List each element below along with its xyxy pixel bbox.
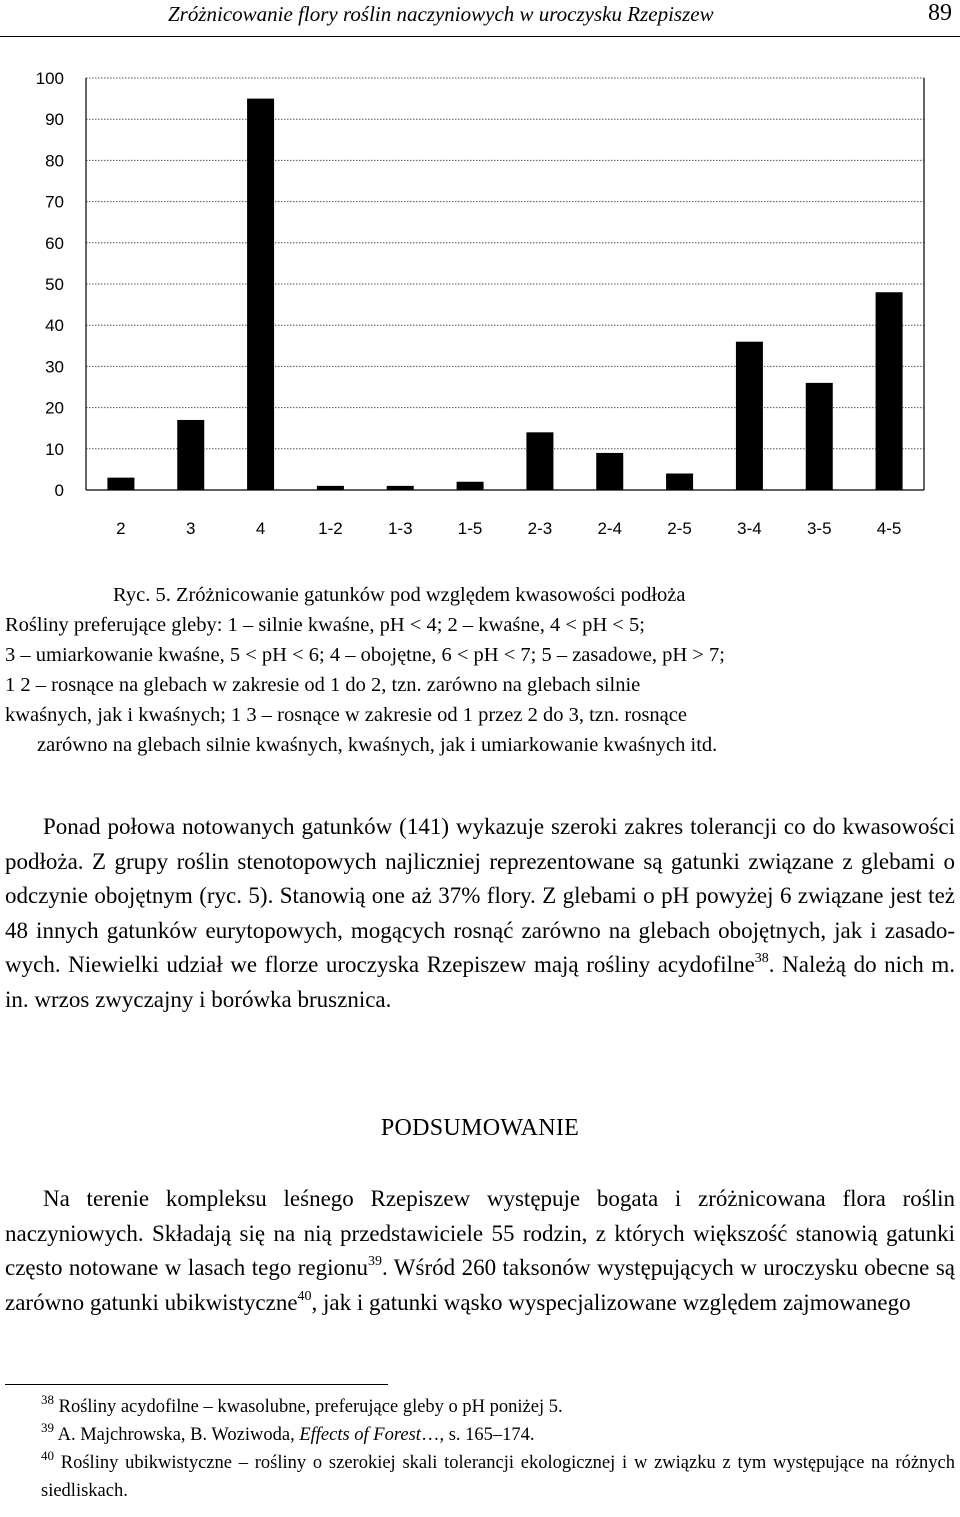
footnote-ref-40: 40 [297, 1288, 312, 1304]
bar-4 [247, 99, 274, 490]
chart-bars [107, 99, 902, 490]
y-tick-label: 0 [54, 481, 64, 500]
footnote-number: 40 [41, 1448, 54, 1463]
bar-2-4 [596, 453, 623, 490]
footnote-separator [5, 1384, 388, 1385]
footnote-39 [5, 1421, 955, 1449]
y-tick-label: 60 [45, 233, 64, 253]
footnotes [5, 1393, 955, 1505]
acidity-bar-chart [0, 40, 960, 550]
body-paragraph-2 [5, 1182, 955, 1320]
x-tick-label: 1-5 [457, 519, 483, 538]
figure-caption-title: Ryc. 5. Zróżnicowanie gatunków pod względem kwasowości podłoża [113, 584, 686, 606]
figure-caption-line: kwaśnych, jak i kwaśnych; 1 3 – rosnące w zakresie od 1 przez 2 do 3, tzn. rosnące [5, 704, 687, 726]
figure-caption-line: zarówno na glebach silnie kwaśnych, kwaśnych, jak i umiarkowanie kwaśnych itd. [37, 734, 718, 756]
x-tick-label: 3-4 [737, 519, 762, 538]
chart-y-ticks [36, 69, 64, 500]
bar-2-5 [666, 474, 693, 490]
figure-caption [5, 580, 955, 760]
bar-2 [107, 478, 134, 490]
x-tick-label: 2-4 [597, 519, 623, 538]
body-paragraph-1 [5, 810, 955, 1017]
x-tick-label: 1-3 [387, 519, 413, 538]
y-tick-label: 70 [45, 192, 64, 212]
x-tick-label: 4 [255, 519, 266, 538]
paragraph-text: Ponad połowa notowanych gatunków (141) wykazuje szeroki zakres tolerancji co do kwasowości podłoża. Z grupy roślin stenotopowych najliczniej reprezentowane są gatunki związane z glebami o odczynie obojętnym (ryc. 5). Stanowią one aż 37% flory. Z glebami o pH powyżej 6 związane jest też 48 innych gatunków eurytopowych, mogących rosnąć zarówno na glebach obojętnych, jak i zasadowych. Niewielki udział we florze uroczyska Rzepiszew mają rośliny acydofilne [5, 814, 955, 977]
bar-1-5 [457, 482, 484, 490]
paragraph-text: . Należą do nich m. in. wrzos zwyczajny i borówka brusznica. [5, 952, 956, 1012]
footnote-italic-title: Effects of Forest [299, 1425, 421, 1445]
figure-caption-line: 1 2 – rosnące na glebach w zakresie od 1 do 2, tzn. zarówno na glebach silnie [5, 674, 641, 696]
y-tick-label: 80 [45, 151, 64, 171]
bar-1-2 [317, 486, 344, 490]
bar-2-3 [526, 432, 553, 490]
x-tick-label: 3 [186, 519, 196, 538]
footnote-40 [5, 1449, 955, 1505]
footnote-ref-39: 39 [368, 1254, 383, 1269]
paragraph-text: , jak i gatunki wąsko wyspecjalizowane względem zajmowanego [311, 1289, 911, 1315]
y-tick-label: 90 [45, 110, 64, 130]
page-number: 89 [928, 0, 952, 26]
running-header [0, 0, 960, 37]
bar-3 [177, 420, 204, 490]
footnote-text: A. Majchrowska, B. Woziwoda, [57, 1425, 300, 1445]
x-tick-label: 3-5 [806, 519, 832, 538]
footnote-text: Rośliny ubikwistyczne – rośliny o szerokiej skali tolerancji ekologicznej i w związku z tym występujące na różnych siedliskach. [41, 1453, 955, 1501]
bar-3-5 [806, 383, 833, 490]
y-tick-label: 100 [35, 69, 64, 88]
y-tick-label: 30 [45, 357, 64, 377]
bar-4-5 [876, 292, 903, 490]
y-tick-label: 20 [45, 398, 64, 418]
chart-x-ticks [116, 519, 901, 538]
x-tick-label: 4-5 [876, 519, 902, 538]
footnote-number: 38 [41, 1392, 54, 1407]
x-tick-label: 1-2 [318, 519, 343, 538]
running-title: Zróżnicowanie flory roślin naczyniowych w uroczysku Rzepiszew [168, 2, 714, 26]
x-tick-label: 2-5 [667, 519, 692, 538]
chart-gridlines [86, 78, 924, 449]
figure-caption-line: Rośliny preferujące gleby: 1 – silnie kwaśne, pH < 4; 2 – kwaśne, 4 < pH < 5; [5, 614, 645, 636]
paragraph-text: Na terenie kompleksu leśnego Rzepiszew występuje bogata i zróżnicowana flora roślin naczyniowych. Składają się na nią przedstawiciele 55 rodzin, z których większość stanowią gatunki często notowane w lasach tego regionu [5, 1186, 955, 1280]
figure-caption-line: 3 – umiarkowanie kwaśne, 5 < pH < 6; 4 – obojętne, 6 < pH < 7; 5 – zasadowe, pH > 7; [5, 644, 725, 666]
y-tick-label: 40 [45, 316, 64, 336]
section-heading: PODSUMOWANIE [380, 1115, 580, 1141]
footnote-38 [5, 1393, 955, 1421]
bar-3-4 [736, 342, 763, 490]
x-tick-label: 2 [116, 519, 126, 538]
y-tick-label: 50 [45, 275, 64, 294]
footnote-number: 39 [41, 1420, 54, 1435]
footnote-text: Rośliny acydofilne – kwasolubne, preferujące gleby o pH poniżej 5. [58, 1397, 563, 1417]
y-tick-label: 10 [45, 439, 64, 459]
paragraph-text: . Wśród 260 taksonów występujących w uroczysku obecne są zarówno gatunki ubikwistyczne [5, 1255, 955, 1315]
footnote-text: …, s. 165–174. [420, 1425, 535, 1445]
x-tick-label: 2-3 [527, 519, 553, 538]
footnote-ref-38: 38 [754, 951, 769, 966]
bar-1-3 [387, 486, 414, 490]
